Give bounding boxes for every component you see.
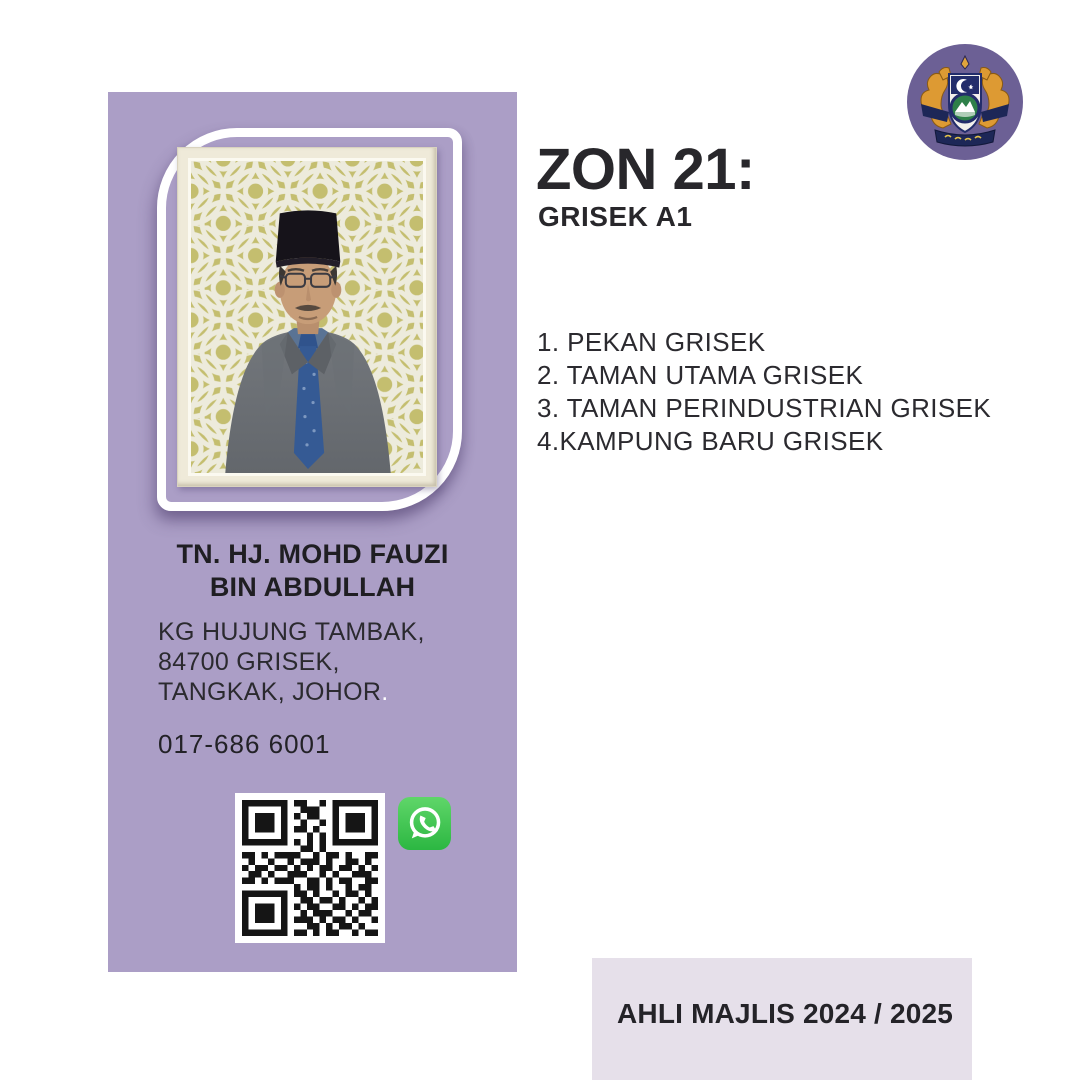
- footer-banner: [592, 958, 972, 1080]
- zone-area-item: 4.KAMPUNG BARU GRISEK: [537, 426, 884, 456]
- phone-number: 017-686 6001: [158, 729, 331, 759]
- whatsapp-icon: [398, 797, 451, 850]
- portrait-photo: [188, 158, 426, 476]
- portrait-illustration: [191, 161, 423, 473]
- tangkak-municipal-crest-logo: [905, 42, 1025, 162]
- zone-title: ZON 21:: [536, 137, 755, 202]
- zone-subtitle: GRISEK A1: [538, 201, 693, 232]
- address-line3: TANGKAK, JOHOR.: [158, 678, 389, 706]
- photo-frame: [177, 147, 437, 487]
- address-line1: KG HUJUNG TAMBAK,: [158, 618, 425, 646]
- address-line2: 84700 GRISEK,: [158, 648, 340, 676]
- qr-code-image: [242, 800, 378, 936]
- member-address: [158, 617, 488, 707]
- zone-area-item: 3. TAMAN PERINDUSTRIAN GRISEK: [537, 393, 992, 423]
- member-name: [108, 538, 517, 604]
- qr-code: [235, 793, 385, 943]
- member-name-line2: BIN ABDULLAH: [209, 572, 416, 602]
- zone-area-list: [537, 326, 991, 458]
- zone-area-item: 1. PEKAN GRISEK: [537, 327, 766, 357]
- member-name-line1: TN. HJ. MOHD FAUZI: [176, 539, 449, 569]
- footer-label: AHLI MAJLIS 2024 / 2025: [617, 998, 954, 1029]
- address-period: .: [381, 678, 389, 706]
- zone-area-item: 2. TAMAN UTAMA GRISEK: [537, 360, 864, 390]
